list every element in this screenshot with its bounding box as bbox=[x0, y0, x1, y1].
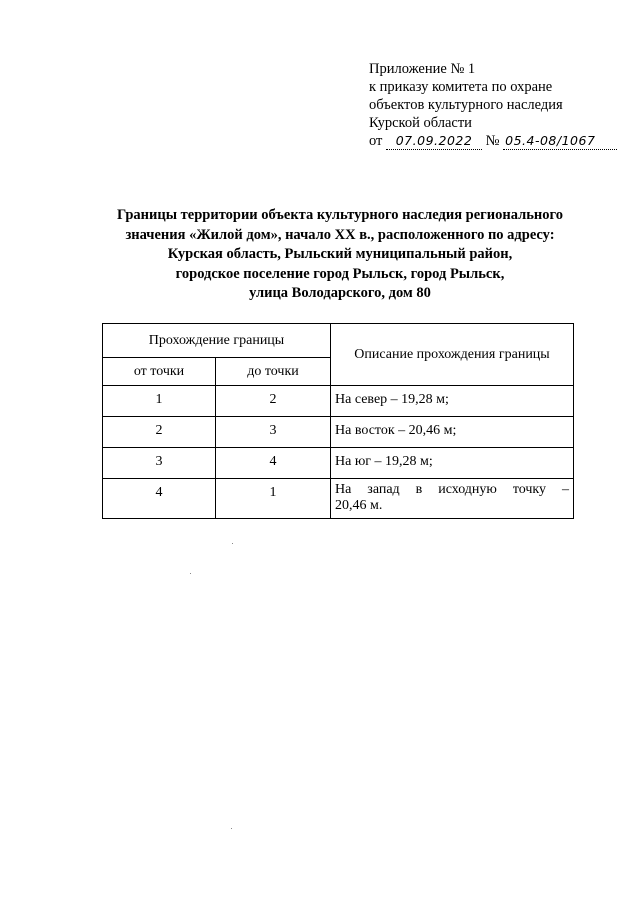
cell-to: 4 bbox=[216, 448, 331, 479]
boundary-table bbox=[102, 323, 574, 519]
scan-speck bbox=[231, 828, 232, 829]
scan-speck bbox=[232, 543, 233, 544]
cell-from: 2 bbox=[103, 417, 216, 448]
number-label: № bbox=[485, 133, 500, 149]
handwritten-number: 05.4-08/1067 bbox=[503, 133, 617, 150]
title-line-2: значения «Жилой дом», начало XX в., расположенного по адресу: bbox=[125, 226, 555, 243]
table-row bbox=[103, 448, 574, 479]
header-description: Описание прохождения границы bbox=[331, 324, 574, 386]
header-boundary-group: Прохождение границы bbox=[103, 324, 331, 358]
table-header-row bbox=[103, 324, 574, 358]
table-row bbox=[103, 479, 574, 519]
cell-from: 4 bbox=[103, 479, 216, 519]
table-row bbox=[103, 417, 574, 448]
scan-speck bbox=[190, 573, 191, 574]
annex-title: Приложение № 1 bbox=[369, 61, 476, 77]
description-line-2: 20,46 м. bbox=[335, 498, 383, 513]
header-from-point: от точки bbox=[103, 358, 216, 386]
cell-to: 1 bbox=[216, 479, 331, 519]
title-line-5: улица Володарского, дом 80 bbox=[249, 285, 431, 301]
annex-block bbox=[369, 60, 629, 150]
cell-description: На юг – 19,28 м; bbox=[331, 448, 574, 479]
handwritten-date: 07.09.2022 bbox=[386, 133, 482, 150]
cell-description: На север – 19,28 м; bbox=[331, 386, 574, 417]
cell-to: 3 bbox=[216, 417, 331, 448]
annex-region-line: Курской области bbox=[369, 115, 472, 131]
document-title bbox=[70, 206, 610, 304]
cell-from: 3 bbox=[103, 448, 216, 479]
title-line-3: Курская область, Рыльский муниципальный район, bbox=[167, 246, 513, 262]
from-label: от bbox=[369, 133, 383, 149]
header-to-point: до точки bbox=[216, 358, 331, 386]
annex-committee-line: объектов культурного наследия bbox=[369, 97, 563, 113]
cell-to: 2 bbox=[216, 386, 331, 417]
cell-description bbox=[331, 479, 574, 519]
description-line-1: На запад в исходную точку – bbox=[335, 482, 569, 497]
title-line-1: Границы территории объекта культурного наследия регионального bbox=[117, 207, 563, 223]
cell-from: 1 bbox=[103, 386, 216, 417]
annex-order-line: к приказу комитета по охране bbox=[369, 79, 553, 95]
title-line-4: городское поселение город Рыльск, город Рыльск, bbox=[175, 265, 505, 282]
annex-date-number-line bbox=[369, 132, 629, 150]
table-row bbox=[103, 386, 574, 417]
cell-description: На восток – 20,46 м; bbox=[331, 417, 574, 448]
